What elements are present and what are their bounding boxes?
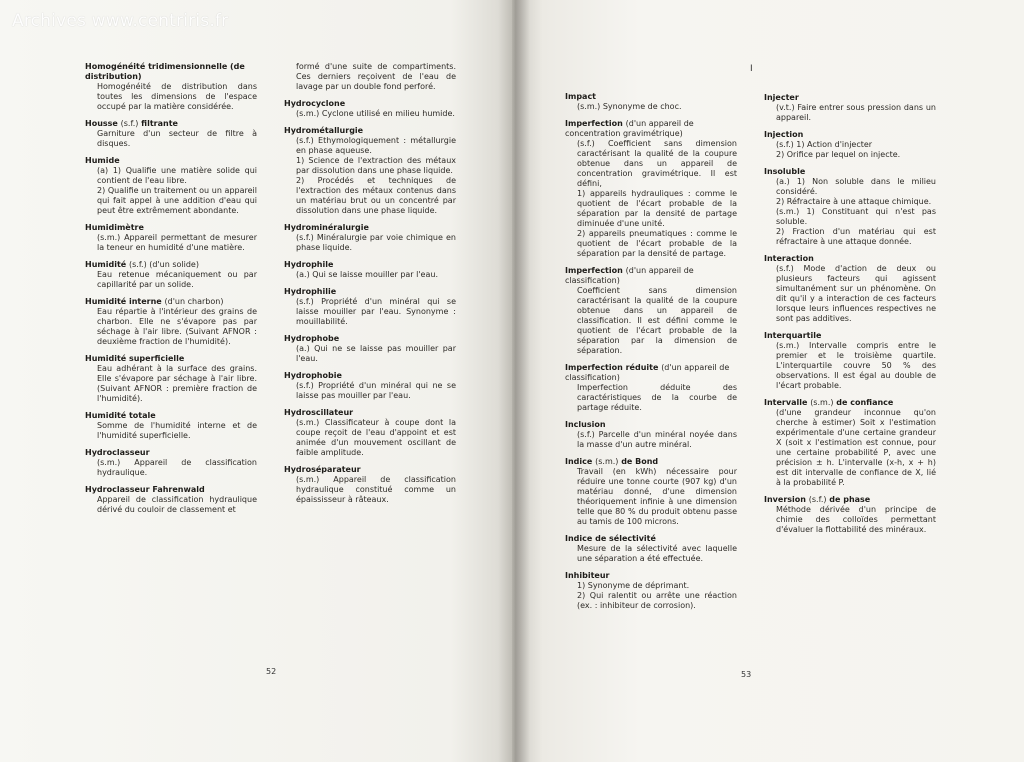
term-text: Imperfection — [565, 266, 623, 275]
glossary-entry — [85, 119, 257, 149]
entry-term — [284, 408, 456, 418]
glossary-entry — [284, 465, 456, 505]
entry-definition: (s.f.) Mode d'action de deux ou plusieurs facteurs qui agissent simultanément sur un phénomène. On dit qu'il y a interaction de ces facteurs lorsque leurs influences respectives ne sont pas additives. — [776, 264, 936, 323]
entry-term — [764, 398, 936, 408]
entry-definition: Eau adhérant à la surface des grains. Elle s'évapore par séchage à l'air libre. (Suivant AFNOR : première fraction de l'humidité). — [97, 364, 257, 403]
entry-term — [85, 119, 257, 129]
term-text: Humidité — [85, 260, 127, 269]
entry-definition: Eau répartie à l'intérieur des grains de charbon. Elle ne s'évapore pas par séchage à l'air libre. (Suivant AFNOR : deuxième fraction de l'humidité). — [97, 307, 257, 346]
entry-definition: Méthode dérivée d'un principe de chimie des colloïdes permettant d'évaluer la flottabilité des minéraux. — [776, 505, 936, 534]
entry-definition: Imperfection déduite des caractéristiques de la courbe de partage réduite. — [577, 383, 737, 412]
entry-term — [565, 363, 737, 383]
term-text: Indice — [565, 457, 593, 466]
entry-definition: (s.f.) Propriété d'un minéral qui se laisse mouiller par l'eau. Synonyme : mouillabilité. — [296, 297, 456, 326]
entry-definition: (a.) 1) Non soluble dans le milieu considéré. — [776, 177, 936, 196]
entry-definition: (s.m.) Appareil permettant de mesurer la teneur en humidité d'une matière. — [97, 233, 257, 252]
entry-definition: (s.f.) 1) Action d'injecter — [776, 140, 873, 149]
archive-watermark: Archives www.centriris.fr — [12, 11, 229, 31]
term-qualifier: (d'un appareil de classification) — [565, 266, 694, 285]
page-number-left: 52 — [266, 667, 277, 676]
entry-term — [284, 99, 456, 109]
glossary-entry — [284, 99, 456, 119]
entry-term — [284, 334, 456, 344]
entry-definition: Coefficient sans dimension caractérisant la qualité de la coupure obtenue dans un appareil de classification. Il est défini comme le quotient de l'écart probable de la séparation par la dimension de séparation. — [577, 286, 737, 355]
entry-definition: 1) Synonyme de déprimant. — [577, 581, 690, 590]
glossary-entry — [284, 260, 456, 280]
entry-definition: (s.m.) Intervalle compris entre le premier et le troisième quartile. L'interquartile couvre 50 % des observations. Il est égal au double de l'écart probable. — [776, 341, 936, 390]
entry-definition: (s.f.) Coefficient sans dimension caractérisant la qualité de la coupure obtenue dans un appareil de concentration gravimétrique. Il est défini, — [577, 139, 737, 188]
glossary-entry — [85, 411, 257, 441]
entry-term — [764, 495, 936, 505]
glossary-entry — [764, 93, 936, 123]
entry-term — [565, 534, 737, 544]
entry-term — [565, 92, 737, 102]
entry-term — [764, 130, 936, 140]
entry-term — [565, 571, 737, 581]
glossary-entry — [565, 363, 737, 413]
entry-term — [764, 167, 936, 177]
glossary-entry — [764, 254, 936, 324]
glossary-entry — [284, 62, 456, 92]
term-text: Hydrophobie — [284, 371, 342, 380]
entry-term — [284, 223, 456, 233]
entry-definition: Mesure de la sélectivité avec laquelle une séparation a été effectuée. — [577, 544, 737, 563]
term-text: Intervalle — [764, 398, 808, 407]
entry-definition: 1) Science de l'extraction des métaux par dissolution dans une phase liquide. — [296, 156, 456, 175]
entry-definition: (v.t.) Faire entrer sous pression dans un appareil. — [776, 103, 936, 122]
entry-definition: (s.f.) Ethymologiquement : métallurgie en phase aqueuse. — [296, 136, 456, 155]
term-qualifier: (d'un charbon) — [164, 297, 224, 306]
entry-definition: 2) Fraction d'un matériau qui est réfractaire à une attaque donnée. — [776, 227, 936, 246]
term-text: Inhibiteur — [565, 571, 610, 580]
term-text: Hydrophilie — [284, 287, 337, 296]
entry-definition: (s.f.) Minéralurgie par voie chimique en phase liquide. — [296, 233, 456, 252]
section-letter: I — [750, 64, 753, 74]
glossary-entry — [764, 398, 936, 488]
entry-definition: (a.) Qui ne se laisse pas mouiller par l'eau. — [296, 344, 456, 363]
entry-term — [565, 457, 737, 467]
glossary-entry — [85, 448, 257, 478]
entry-term — [764, 93, 936, 103]
entry-term — [565, 420, 737, 430]
page-number-right: 53 — [741, 670, 752, 679]
glossary-entry — [565, 119, 737, 259]
entry-definition: Appareil de classification hydraulique dérivé du couloir de classement et — [97, 495, 257, 514]
entry-definition: (s.m.) Classificateur à coupe dont la coupe reçoit de l'eau d'appoint et est animée d'un mouvement oscillant de faible amplitude. — [296, 418, 456, 457]
entry-term — [284, 126, 456, 136]
entry-term — [85, 448, 257, 458]
term-text: Inclusion — [565, 420, 606, 429]
entry-definition: formé d'une suite de compartiments. Ces derniers reçoivent de l'eau de lavage par un double fond perforé. — [296, 62, 456, 91]
term-text: Impact — [565, 92, 597, 101]
entry-term — [284, 371, 456, 381]
term-qualifier: (d'un appareil de concentration gravimétrique) — [565, 119, 694, 138]
entry-term — [284, 260, 456, 270]
entry-definition: Eau retenue mécaniquement ou par capillarité par un solide. — [97, 270, 257, 289]
term-qualifier: (d'un appareil de classification) — [565, 363, 730, 382]
entry-definition: Travail (en kWh) nécessaire pour réduire une tonne courte (907 kg) d'un matériau donné, d'une dimension théoriquement infinie à une dimension telle que 80 % du produit obtenu passe au tamis de 100 microns. — [577, 467, 737, 526]
glossary-entry — [85, 223, 257, 253]
glossary-entry — [565, 571, 737, 611]
term-text: Inversion — [764, 495, 806, 504]
entry-term — [85, 411, 257, 421]
term-text: Humidité superficielle — [85, 354, 185, 363]
glossary-entry — [284, 223, 456, 253]
entry-term — [85, 62, 257, 82]
term-text: Hydrophile — [284, 260, 334, 269]
term-text: Housse — [85, 119, 118, 128]
term-text: Injection — [764, 130, 804, 139]
right-column-1 — [565, 92, 737, 618]
term-text: Humidité totale — [85, 411, 156, 420]
entry-term — [284, 465, 456, 475]
entry-definition: 1) appareils hydrauliques : comme le quotient de l'écart probable de la séparation par la densité de partage diminuée d'une unité. — [577, 189, 737, 228]
term-text: Hydroclasseur — [85, 448, 150, 457]
glossary-entry — [565, 457, 737, 527]
entry-definition: Homogénéité de distribution dans toutes les dimensions de l'espace occupé par la matière considérée. — [97, 82, 257, 111]
entry-definition: 2) Orifice par lequel on injecte. — [776, 150, 901, 159]
glossary-entry — [284, 371, 456, 401]
right-page — [512, 0, 1024, 762]
entry-definition: (a) 1) Qualifie une matière solide qui contient de l'eau libre. — [97, 166, 257, 185]
entry-definition: 2) appareils pneumatiques : comme le quotient de l'écart probable de la séparation par la densité de partage. — [577, 229, 737, 258]
glossary-entry — [284, 287, 456, 327]
term-text: Indice de sélectivité — [565, 534, 656, 543]
entry-definition: (s.m.) Cyclone utilisé en milieu humide. — [296, 109, 455, 118]
term-text: Hydrominéralurgie — [284, 223, 369, 232]
glossary-entry — [565, 266, 737, 356]
term-text: Humidimètre — [85, 223, 144, 232]
term-text: Hydroséparateur — [284, 465, 361, 474]
term-text: Hydrométallurgie — [284, 126, 364, 135]
term-text-continued: de Bond — [621, 457, 659, 466]
entry-term — [764, 254, 936, 264]
book-spine-shadow — [498, 0, 530, 762]
glossary-entry — [284, 126, 456, 216]
term-text: Humidité interne — [85, 297, 162, 306]
glossary-entry — [565, 92, 737, 112]
entry-definition: (s.m.) Appareil de classification hydraulique constitué comme un épaississeur à râteaux. — [296, 475, 456, 504]
term-text: Hydrocyclone — [284, 99, 346, 108]
entry-definition: (s.f.) Parcelle d'un minéral noyée dans la masse d'un autre minéral. — [577, 430, 737, 449]
entry-term — [85, 485, 257, 495]
entry-term — [284, 287, 456, 297]
entry-term — [85, 354, 257, 364]
glossary-entry — [764, 495, 936, 535]
term-text: Humide — [85, 156, 120, 165]
glossary-entry — [284, 334, 456, 364]
entry-definition: (s.f.) Propriété d'un minéral qui ne se laisse pas mouiller par l'eau. — [296, 381, 456, 400]
glossary-entry — [764, 130, 936, 160]
left-column-2 — [284, 62, 456, 512]
entry-term — [565, 119, 737, 139]
glossary-entry — [284, 408, 456, 458]
term-text: Interquartile — [764, 331, 822, 340]
glossary-entry — [565, 420, 737, 450]
glossary-entry — [85, 62, 257, 112]
term-text: Imperfection — [565, 119, 623, 128]
term-text: Insoluble — [764, 167, 806, 176]
term-qualifier: (s.m.) — [595, 457, 619, 466]
entry-definition: (s.m.) 1) Constituant qui n'est pas soluble. — [776, 207, 936, 226]
entry-definition: (d'une grandeur inconnue qu'on cherche à estimer) Soit x l'estimation expérimentale d'une certaine grandeur X (soit x l'estimation est connue, pour une certaine probabilité P, avec une précision ± h. L'intervalle (x-h, x + h) est dit intervalle de confiance de X, lié à la probabilité P. — [776, 408, 936, 487]
term-qualifier: (s.f.) — [120, 119, 139, 128]
term-text: Hydrophobe — [284, 334, 340, 343]
entry-definition: 2) Qualifie un traitement ou un appareil qui fait appel à une addition d'eau qui peut être extrêmement abondante. — [97, 186, 257, 215]
term-text: Imperfection réduite — [565, 363, 659, 372]
entry-term — [764, 331, 936, 341]
glossary-entry — [85, 297, 257, 347]
glossary-entry — [85, 354, 257, 404]
term-text: Hydroclasseur Fahrenwald — [85, 485, 205, 494]
entry-definition: 2) Procédés et techniques de l'extraction des métaux contenus dans un matériau brut ou un concentré par dissolution dans une phase liquide. — [296, 176, 456, 215]
glossary-entry — [565, 534, 737, 564]
term-text: Homogénéité tridimensionnelle (de distribution) — [85, 62, 245, 81]
entry-definition: (s.m.) Synonyme de choc. — [577, 102, 682, 111]
term-text-continued: filtrante — [141, 119, 178, 128]
entry-term — [565, 266, 737, 286]
entry-term — [85, 223, 257, 233]
term-text-continued: de confiance — [836, 398, 894, 407]
glossary-entry — [85, 485, 257, 515]
entry-definition: Somme de l'humidité interne et de l'humidité superficielle. — [97, 421, 257, 440]
term-qualifier: (s.f.) — [808, 495, 827, 504]
entry-definition: (s.m.) Appareil de classification hydraulique. — [97, 458, 257, 477]
term-text: Injecter — [764, 93, 799, 102]
glossary-entry — [85, 260, 257, 290]
term-qualifier: (s.f.) (d'un solide) — [128, 260, 199, 269]
term-text-continued: de phase — [829, 495, 871, 504]
right-column-2 — [764, 93, 936, 542]
glossary-entry — [764, 167, 936, 247]
term-text: Interaction — [764, 254, 814, 263]
glossary-entry — [85, 156, 257, 216]
term-qualifier: (s.m.) — [810, 398, 834, 407]
entry-term — [85, 297, 257, 307]
entry-term — [85, 156, 257, 166]
entry-definition: (a.) Qui se laisse mouiller par l'eau. — [296, 270, 438, 279]
entry-definition: 2) Réfractaire à une attaque chimique. — [776, 197, 932, 206]
left-column-1 — [85, 62, 257, 522]
term-text: Hydroscillateur — [284, 408, 354, 417]
entry-definition: 2) Qui ralentit ou arrête une réaction (ex. : inhibiteur de corrosion). — [577, 591, 737, 610]
entry-term — [85, 260, 257, 270]
entry-definition: Garniture d'un secteur de filtre à disques. — [97, 129, 257, 148]
glossary-entry — [764, 331, 936, 391]
